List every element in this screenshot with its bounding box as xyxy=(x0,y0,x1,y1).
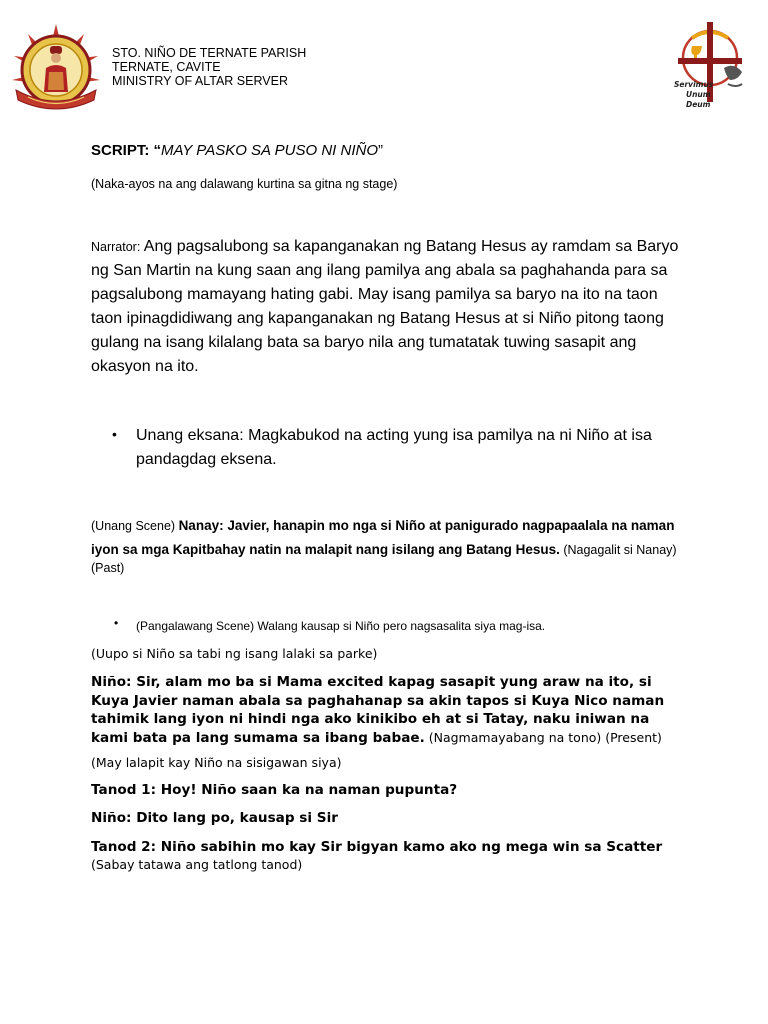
narrator-line-3: pagsalubong mamayang hating gabi. May isang pamilya sa baryo na ito na taon xyxy=(91,286,658,303)
note-tawa: (Sabay tatawa ang tatlong tanod) xyxy=(91,857,303,872)
parish-seal-logo xyxy=(6,20,106,115)
deum-text: Deum xyxy=(686,100,711,109)
scene-1-note: (Nagagalit si Nanay) xyxy=(559,543,677,557)
narrator-line-5: gulang na isang kilalang bata sa baryo nila ang tumatatak tuwing sasapit ang xyxy=(91,334,637,351)
stage-note: (Naka-ayos na ang dalawang kurtina sa gitna ng stage) xyxy=(91,177,398,191)
bullet-dot-2: • xyxy=(114,616,119,630)
servimus-text: Servimus xyxy=(674,80,714,89)
nino-note: (Nagmamayabang na tono) (Present) xyxy=(424,729,662,745)
bullet-item-2: (Pangalawang Scene) Walang kausap si Niño pero nagsasalita siya mag-isa. xyxy=(136,619,546,633)
narrator-label: Narrator: xyxy=(91,240,144,254)
altar-server-emblem-icon xyxy=(672,18,754,114)
nanay-line-1: Nanay: Javier, hanapin mo nga si Niño at panigurado nagpapaalala na naman xyxy=(178,518,675,533)
nino-line-4: kami bata pa lang sumama sa ibang babae. (Nagmamayabang na tono) (Present) xyxy=(91,729,662,746)
parish-location: TERNATE, CAVITE xyxy=(112,60,221,74)
bullet-item-1 xyxy=(136,424,696,472)
scene-1-block xyxy=(91,514,711,562)
scene-1-tense: (Past) xyxy=(91,561,125,575)
scene-1-line-1 xyxy=(91,514,711,538)
script-close-quote: ” xyxy=(378,142,384,159)
bullet-dot-1: • xyxy=(112,426,117,442)
scene-1-tag: (Unang Scene) xyxy=(91,519,179,533)
nino-line-1: Niño: Sir, alam mo ba si Mama excited kapag sasapit yung araw na ito, si xyxy=(91,674,652,690)
script-title xyxy=(91,142,383,159)
scene-1-line-2 xyxy=(91,538,711,562)
bullet-1-line-1: Unang eksana: Magkabukod na acting yung isa pamilya na ni Niño at isa xyxy=(136,427,652,444)
narrator-line-6: okasyon na ito. xyxy=(91,358,199,375)
narrator-paragraph xyxy=(91,235,691,379)
bullet-1-line-2: pandagdag eksena. xyxy=(136,451,277,468)
parish-seal-icon xyxy=(6,20,106,115)
nanay-line-2: iyon sa mga Kapitbahay natin na malapit nang isilang ang Batang Hesus. xyxy=(91,542,560,557)
narrator-line-2: ng San Martin na kung saan ang ilang pamilya ang abala sa paghahanda para sa xyxy=(91,262,668,279)
unum-text: Unum xyxy=(686,90,711,99)
nino-speech xyxy=(91,673,731,747)
nino-line-2: Kuya Javier naman abala sa paghahanap sa akin tapos si Kuya Nico naman xyxy=(91,692,665,709)
parish-name: STO. NIÑO DE TERNATE PARISH xyxy=(112,46,307,60)
script-label: SCRIPT: “ xyxy=(91,142,162,159)
altar-server-logo xyxy=(672,18,754,114)
note-lapit: (May lalapit kay Niño na sisigawan siya) xyxy=(91,755,342,770)
script-name: MAY PASKO SA PUSO NI NIÑO xyxy=(161,142,379,159)
tanod-2-line: Tanod 2: Niño sabihin mo kay Sir bigyan kamo ako ng mega win sa Scatter xyxy=(91,839,663,855)
narrator-line-4: taon ipinagdidiwang ang kapanganakan ng Batang Hesus at si Niño pitong taong xyxy=(91,310,664,327)
narrator-line-1: Narrator: Ang pagsalubong sa kapanganakan ng Batang Hesus ay ramdam sa Baryo xyxy=(91,238,679,255)
note-upo: (Uupo si Niño sa tabi ng isang lalaki sa parke) xyxy=(91,646,378,661)
ministry-name: MINISTRY OF ALTAR SERVER xyxy=(112,74,288,88)
nino-line-3: tahimik lang iyon ni hindi nga ako kinikibo eh at si Tatay, naku iniwan na xyxy=(91,711,650,727)
tanod-1-line: Tanod 1: Hoy! Niño saan ka na naman pupunta? xyxy=(91,782,458,798)
nino-reply-line: Niño: Dito lang po, kausap si Sir xyxy=(91,810,338,826)
